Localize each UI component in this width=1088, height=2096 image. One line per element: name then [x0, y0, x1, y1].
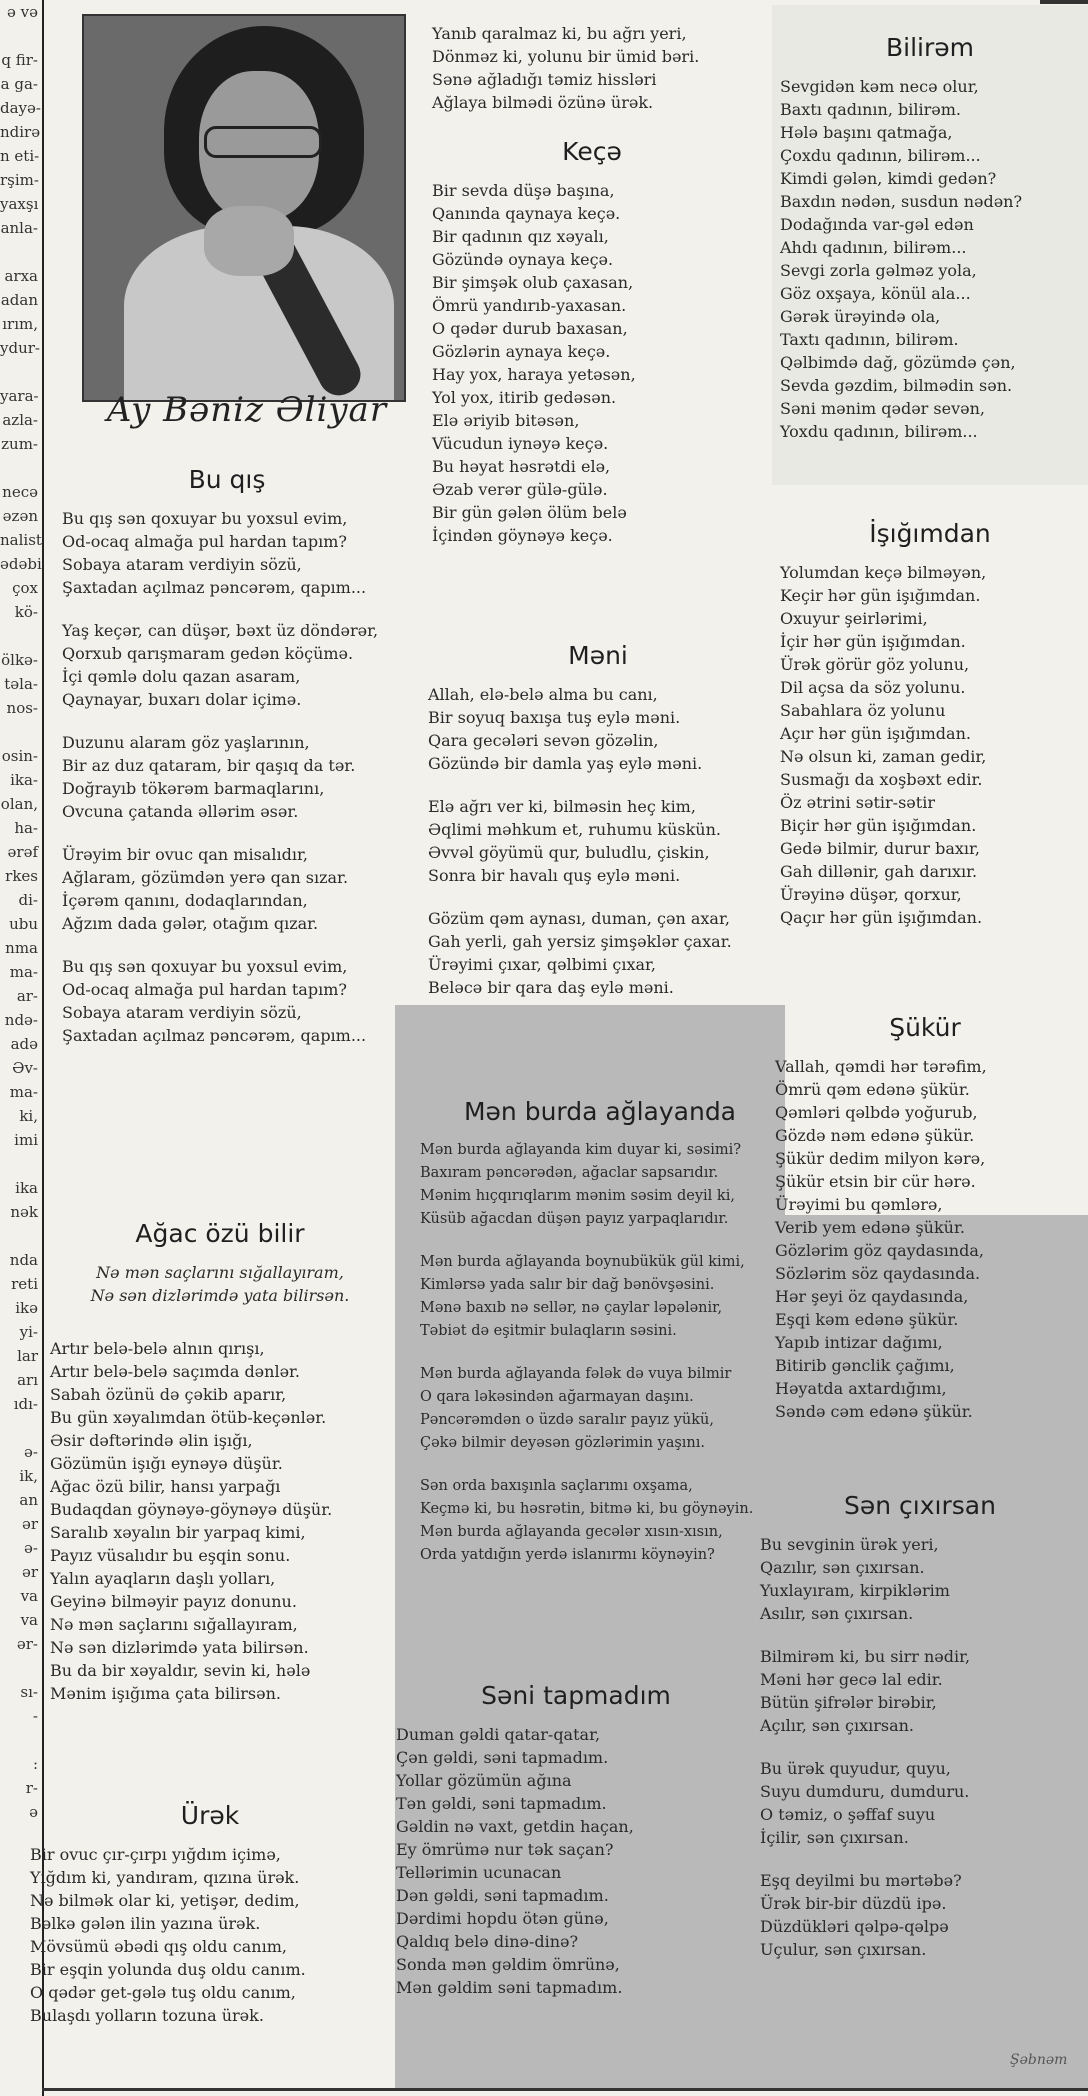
poem-line: Ürəyinə düşər, qorxur,	[780, 885, 962, 904]
poem-line: Dodağında var-gəl edən	[780, 215, 974, 234]
edge-fragment	[0, 360, 42, 384]
poem-line: Gah dillənir, gah darıxır.	[780, 862, 978, 881]
poem-line: Od-ocaq almağa pul hardan tapım?	[62, 980, 347, 999]
edge-fragment: di-	[18, 891, 38, 909]
poem-line: Çəkə bilmir deyəsən gözlərimin yaşını.	[420, 1435, 706, 1451]
poem-line: Çən gəldi, səni tapmadım.	[396, 1748, 609, 1767]
poem-title: Bu qış	[188, 465, 266, 494]
poem-line: Yalın ayaqların daşlı yolları,	[50, 1569, 276, 1588]
poem-line: Qəlbimdə dağ, gözümdə çən,	[780, 353, 1016, 372]
edge-fragment: nək	[10, 1203, 38, 1221]
poem-line: Səndə cəm edənə şükür.	[775, 1402, 973, 1421]
poem-bilirem	[780, 33, 1080, 443]
poem-line: Tellərimin ucunacan	[396, 1863, 562, 1882]
poem-line: İçir hər gün işığımdan.	[780, 632, 966, 651]
poem-line: Biçir hər gün işığımdan.	[780, 816, 977, 835]
poem-keca	[432, 137, 752, 547]
edge-fragment	[0, 1416, 42, 1440]
poem-line: Gah yerli, gah yersiz şimşəklər çaxar.	[428, 932, 732, 951]
edge-fragment: ıdı-	[13, 1395, 38, 1413]
poem-line: Şaxtadan açılmaz pəncərəm, qapım...	[62, 1026, 367, 1045]
poem-line: Ey ömrümə nur tək saçan?	[396, 1840, 614, 1859]
edge-fragment: ndirə	[0, 123, 41, 141]
edge-fragment: ma-	[9, 1083, 38, 1101]
poem-line: Bilmirəm ki, bu sirr nədir,	[760, 1647, 971, 1666]
poem-line: Artır belə-belə saçımda dənlər.	[50, 1362, 301, 1381]
poem-line: Hay yox, haraya yetəsən,	[432, 365, 636, 384]
edge-fragment: an	[19, 1491, 38, 1509]
poem-line: Bulaşdı yolların tozuna ürək.	[30, 2006, 264, 2025]
author-name: Ay Bəniz Əliyar	[106, 390, 388, 430]
poem-line: Bir az duz qataram, bir qaşıq da tər.	[62, 756, 356, 775]
poem-line: Ağlaya bilmədi özünə ürək.	[432, 93, 654, 112]
poem-line: Bitirib gənclik çağımı,	[775, 1356, 955, 1375]
poem-line: Orda yatdığın yerdə islanırmı köynəyin?	[420, 1547, 715, 1563]
poem-line: Ömrü yandırıb-yaxasan.	[432, 296, 627, 315]
poem-title: Məni	[568, 641, 628, 670]
edge-fragment: ik,	[19, 1467, 38, 1485]
edge-fragment: rkes	[5, 867, 38, 885]
edge-fragment: ə-	[24, 1539, 38, 1557]
poem-line: Qorxub qarışmaram gedən köçümə.	[62, 644, 354, 663]
edge-fragment: ika	[15, 1179, 38, 1197]
poem-line: Artır belə-belə alnın qırışı,	[50, 1339, 265, 1358]
edge-fragment: adan	[0, 291, 38, 309]
poem-urek	[30, 1801, 390, 2027]
poem-line: Şükür etsin bir cür hərə.	[775, 1172, 976, 1191]
poem-line: Eşqi kəm edənə şükür.	[775, 1310, 959, 1329]
poem-line: Asılır, sən çıxırsan.	[760, 1604, 914, 1623]
edge-fragment: dayə-	[0, 99, 41, 117]
edge-fragment	[0, 624, 42, 648]
poem-epigraph: Nə mən saçlarını sığallayıram,	[96, 1263, 344, 1282]
poem-line: Qazılır, sən çıxırsan.	[760, 1558, 925, 1577]
edge-fragment: nma	[5, 939, 38, 957]
edge-fragment: yi-	[19, 1323, 38, 1341]
poem-line: Yollar gözümün ağına	[396, 1771, 572, 1790]
previous-column-fragment	[0, 0, 44, 2096]
edge-fragment: adə	[10, 1035, 38, 1053]
edge-fragment: nalist	[0, 531, 42, 549]
poem-line: Küsüb ağacdan düşən payız yarpaqlarıdır.	[420, 1211, 729, 1227]
poem-line: Bu qış sən qoxuyar bu yoxsul evim,	[62, 957, 348, 976]
poem-bu-qis	[62, 465, 392, 1047]
edge-fragment: təla-	[4, 675, 38, 693]
poem-line: Payız vüsalıdır bu eşqin sonu.	[50, 1546, 291, 1565]
poem-line: Ürəyim bir ovuc qan misalıdır,	[62, 845, 308, 864]
poem-line: Bu gün xəyalımdan ötüb-keçənlər.	[50, 1408, 327, 1427]
edge-fragment: ar-	[16, 987, 38, 1005]
poem-line: Səni mənim qədər sevən,	[780, 399, 985, 418]
poem-line: Açılır, sən çıxırsan.	[760, 1716, 915, 1735]
edge-fragment: -	[32, 1707, 38, 1725]
poem-line: Bir şimşək olub çaxasan,	[432, 273, 634, 292]
edge-fragment: ırım,	[2, 315, 38, 333]
poem-line: Həyatda axtardığımı,	[775, 1379, 947, 1398]
poem-line: Baxtı qadının, bilirəm.	[780, 100, 961, 119]
poem-agac-ozu-bilir	[50, 1219, 390, 1705]
poem-line: Mənim hıçqırıqlarım mənim səsim deyil ki,	[420, 1188, 735, 1204]
poem-line: Kimdi gələn, kimdi gedən?	[780, 169, 997, 188]
edge-fragment: arı	[17, 1371, 38, 1389]
poem-line: O qədər durub baxasan,	[432, 319, 628, 338]
poem-line: Ürək görür göz yolunu,	[780, 655, 970, 674]
bottom-rule	[42, 2088, 1088, 2091]
poem-line: Bütün şifrələr birəbir,	[760, 1693, 937, 1712]
poem-line: İçərəm qanını, dodaqlarından,	[62, 891, 308, 910]
edge-fragment: ədəbi	[0, 555, 42, 573]
author-photo	[82, 14, 406, 402]
edge-fragment: ərəf	[7, 843, 38, 861]
poem-line: Beləcə bir qara daş eylə məni.	[428, 978, 674, 997]
edge-fragment: imi	[14, 1131, 38, 1149]
poem-line: Tən gəldi, səni tapmadım.	[396, 1794, 607, 1813]
edge-fragment: ə-	[24, 1443, 38, 1461]
poem-line: Açır hər gün işığımdan.	[780, 724, 971, 743]
edge-fragment: va	[20, 1611, 38, 1629]
poem-line: Ağac özü bilir, hansı yarpağı	[50, 1477, 281, 1496]
poem-line: Ahdı qadının, bilirəm...	[780, 238, 967, 257]
poem-line: Mövsümü əbədi qış oldu canım,	[30, 1937, 287, 1956]
poem-line: Doğrayıb tökərəm barmaqlarını,	[62, 779, 325, 798]
edge-fragment: rşim-	[0, 171, 39, 189]
poem-line: Sabahlara öz yolunu	[780, 701, 946, 720]
poem-line: Gedə bilmir, durur baxır,	[780, 839, 981, 858]
edge-fragment: ər	[21, 1563, 38, 1581]
poem-line: Gözüm qəm aynası, duman, çən axar,	[428, 909, 730, 928]
signature: Şəbnəm	[1010, 2052, 1068, 2068]
edge-fragment: yaxşı	[0, 195, 39, 213]
poem-line: Taxtı qadının, bilirəm.	[780, 330, 959, 349]
poem-line: Əsir dəftərində əlin işığı,	[50, 1431, 253, 1450]
poem-line: Sənə ağladığı təmiz hissləri	[432, 70, 657, 89]
poem-line: Yuxlayıram, kirpiklərim	[760, 1581, 950, 1600]
edge-fragment: ydur-	[0, 339, 40, 357]
poem-line: Dönməz ki, yolunu bir ümid bəri.	[432, 47, 700, 66]
poem-line: Oxuyur şeirlərimi,	[780, 609, 928, 628]
poem-line: Yaş keçər, can düşər, bəxt üz döndərər,	[62, 621, 379, 640]
poem-line: Sobaya ataram verdiyin sözü,	[62, 1003, 302, 1022]
poem-line: Ömrü qəm edənə şükür.	[775, 1080, 970, 1099]
poem-line: Verib yem edənə şükür.	[775, 1218, 965, 1237]
poem-line: Bu həyat həsrətdi elə,	[432, 457, 611, 476]
top-rule	[1040, 0, 1088, 4]
poem-line: Hələ başını qatmağa,	[780, 123, 953, 142]
poem-line: Gözlərim göz qaydasında,	[775, 1241, 984, 1260]
poem-line: Ovcuna çatanda əllərim əsər.	[62, 802, 299, 821]
poem-line: Mən burda ağlayanda fələk də vuya bilmir	[420, 1366, 732, 1382]
poem-sen-cixirsan	[760, 1491, 1080, 1961]
poem-line: Geyinə bilməyir payız donunu.	[50, 1592, 297, 1611]
poem-line: Sonra bir havalı quş eylə məni.	[428, 866, 681, 885]
edge-fragment: azla-	[2, 411, 38, 429]
poem-line: Baxıram pəncərədən, ağaclar sapsarıdır.	[420, 1165, 719, 1181]
poem-line: Suyu dumduru, dumduru.	[760, 1782, 970, 1801]
poem-line: Ağzım dada gələr, otağım qızar.	[62, 914, 319, 933]
poem-line: Sonda mən gəldim ömrünə,	[396, 1955, 620, 1974]
poem-line: Hər şeyi öz qaydasında,	[775, 1287, 969, 1306]
poem-line: Baxdın nədən, susdun nədən?	[780, 192, 1023, 211]
poem-line: Yoxdu qadının, bilirəm...	[780, 422, 978, 441]
poem-line: Od-ocaq almağa pul hardan tapım?	[62, 532, 347, 551]
edge-fragment: nos-	[6, 699, 38, 717]
poem-line: Bu ürək quyudur, quyu,	[760, 1759, 951, 1778]
poem-line: Bir soyuq baxışa tuş eylə məni.	[428, 708, 681, 727]
poem-line: Təbiət də eşitmir bulaqların səsini.	[420, 1323, 677, 1339]
edge-fragment	[0, 24, 42, 48]
poem-line: Məni hər gecə lal edir.	[760, 1670, 943, 1689]
poem-line: Sözlərim söz qaydasında.	[775, 1264, 981, 1283]
poem-line: Bir gün gələn ölüm belə	[432, 503, 627, 522]
poem-line: Qəmləri qəlbdə yoğurub,	[775, 1103, 978, 1122]
poem-line: Mənə baxıb nə sellər, nə çaylar ləpələnir,	[420, 1300, 723, 1316]
poem-line: Bu da bir xəyaldır, sevin ki, hələ	[50, 1661, 311, 1680]
poem-line: Mən gəldim səni tapmadım.	[396, 1978, 623, 1997]
poem-sukur	[775, 1013, 1075, 1423]
poem-line: O qədər get-gələ tuş oldu canım,	[30, 1983, 296, 2002]
edge-fragment	[0, 240, 42, 264]
edge-fragment: anla-	[0, 219, 38, 237]
poem-line: Ağlaram, gözümdən yerə qan sızar.	[62, 868, 349, 887]
poem-line: Gözümün işığı eynəyə düşür.	[50, 1454, 283, 1473]
edge-fragment: necə	[2, 483, 38, 501]
poem-line: Əzab verər gülə-gülə.	[432, 480, 608, 499]
poem-line: Keçmə ki, bu həsrətin, bitmə ki, bu göynəyin.	[420, 1501, 754, 1517]
poem-line: Bu sevginin ürək yeri,	[760, 1535, 939, 1554]
poem-line: Mən burda ağlayanda gecələr xısın-xısın,	[420, 1524, 723, 1540]
poem-line: Budaqdan göynəyə-göynəyə düşür.	[50, 1500, 333, 1519]
edge-fragment: n eti-	[0, 147, 40, 165]
poem-title: Mən burda ağlayanda	[463, 1097, 737, 1126]
edge-fragment: ika-	[10, 771, 38, 789]
edge-fragment: osin-	[1, 747, 38, 765]
poem-line: Duman gəldi qatar-qatar,	[396, 1725, 601, 1744]
poem-line: Qara gecələri sevən gözəlin,	[428, 731, 659, 750]
poem-line: Duzunu alaram göz yaşlarının,	[62, 733, 310, 752]
poem-line: Yolumdan keçə bilməyən,	[780, 563, 987, 582]
poem-title: Bilirəm	[885, 33, 974, 62]
poem-line: Vücudun iynəyə keçə.	[432, 434, 609, 453]
poem-line: Allah, elə-belə alma bu canı,	[428, 685, 658, 704]
poem-line: Gözündə bir damla yaş eylə məni.	[428, 754, 703, 773]
poem-title: Sən çıxırsan	[844, 1491, 996, 1520]
poem-line: Sevgidən kəm necə olur,	[780, 77, 979, 96]
poem-line: Göz oxşaya, könül ala...	[780, 284, 971, 303]
poem-line: Susmağı da xoşbəxt edir.	[780, 770, 983, 789]
edge-fragment: sı-	[20, 1683, 38, 1701]
poem-line: Sobaya ataram verdiyin sözü,	[62, 555, 302, 574]
poem-line: Sevda gəzdim, bilmədin sən.	[780, 376, 1013, 395]
poem-line: Sabah özünü də çəkib aparır,	[50, 1385, 287, 1404]
edge-fragment: ha-	[14, 819, 38, 837]
poem-line: Düzdükləri qəlpə-qəlpə	[760, 1917, 949, 1936]
edge-fragment: ər-	[16, 1635, 38, 1653]
edge-fragment: ndə-	[4, 1011, 38, 1029]
poem-line: Mən burda ağlayanda boynubükük gül kimi,	[420, 1254, 745, 1270]
poem-title: İşığımdan	[869, 519, 991, 548]
poem-seni-tapmadim	[396, 1681, 756, 1999]
poem-title: Keçə	[562, 137, 622, 166]
poem-line: Yol yox, itirib gedəsən.	[432, 388, 617, 407]
poem-line: Pəncərəmdən o üzdə saralır payız yükü,	[420, 1412, 714, 1428]
edge-fragment: olan,	[0, 795, 38, 813]
poem-line: Bir ovuc çır-çırpı yığdım içimə,	[30, 1845, 281, 1864]
poem-line: O qara ləkəsindən ağarmayan daşını.	[420, 1389, 694, 1405]
poem-line: Uçulur, sən çıxırsan.	[760, 1940, 927, 1959]
poem-line: Ürək bir-bir düzdü ipə.	[760, 1894, 947, 1913]
edge-fragment	[0, 720, 42, 744]
poem-line: İçindən göynəyə keçə.	[432, 526, 613, 545]
edge-fragment: çox	[12, 579, 38, 597]
edge-fragment: lar	[17, 1347, 38, 1365]
poem-line: Dil açsa da söz yolunu.	[780, 678, 966, 697]
edge-fragment: ikə	[15, 1299, 38, 1317]
poem-line: Gözlərin aynaya keçə.	[432, 342, 611, 361]
poem-line: Yanıb qaralmaz ki, bu ağrı yeri,	[432, 24, 687, 43]
poem-line: Nə sən dizlərimdə yata bilirsən.	[50, 1638, 309, 1657]
edge-fragment: q fir-	[1, 51, 38, 69]
poem-line: Mən burda ağlayanda kim duyar ki, səsimi?	[420, 1142, 742, 1158]
poem-line: Bu qış sən qoxuyar bu yoxsul evim,	[62, 509, 348, 528]
poem-title: Ürək	[180, 1801, 240, 1830]
poem-title: Şükür	[889, 1013, 961, 1042]
poem-line: Yapıb intizar dağımı,	[775, 1333, 943, 1352]
edge-fragment: arxa	[4, 267, 38, 285]
poem-line: Saralıb xəyalın bir yarpaq kimi,	[50, 1523, 306, 1542]
poem-line: Öz ətrini sətir-sətir	[780, 793, 935, 812]
poem-line: Vallah, qəmdi hər tərəfim,	[775, 1057, 987, 1076]
poem-title: Ağac özü bilir	[135, 1219, 305, 1248]
poem-line: Keçir hər gün işığımdan.	[780, 586, 981, 605]
poem-line: Elə ağrı ver ki, bilməsin heç kim,	[428, 797, 696, 816]
poem-line: Gərək ürəyində ola,	[780, 307, 941, 326]
poem-line: Ürəyimi çıxar, qəlbimi çıxar,	[428, 955, 657, 974]
poem-men-burda-aglayanda	[420, 1097, 780, 1567]
edge-fragment: reti	[11, 1275, 38, 1293]
edge-fragment: ki,	[19, 1107, 38, 1125]
poem-line: Qaldıq belə dinə-dinə?	[396, 1932, 579, 1951]
edge-fragment: Əv-	[12, 1059, 38, 1077]
poem-line: Elə əriyib bitəsən,	[432, 411, 580, 430]
poem-line: Çoxdu qadının, bilirəm...	[780, 146, 981, 165]
poem-line: Mənim işığıma çata bilirsən.	[50, 1684, 281, 1703]
edge-fragment: ubu	[9, 915, 38, 933]
edge-fragment: r-	[25, 1779, 38, 1797]
edge-fragment: zum-	[1, 435, 38, 453]
edge-fragment: ma-	[9, 963, 38, 981]
poem-line: Əvvəl göyümü qur, buludlu, çiskin,	[428, 843, 710, 862]
edge-fragment: ölkə-	[1, 651, 38, 669]
poem-line: Kimlərsə yada salır bir dağ bənövşəsini.	[420, 1277, 715, 1293]
poem-line: Şükür dedim milyon kərə,	[775, 1149, 986, 1168]
poem-line: Qaçır hər gün işığımdan.	[780, 908, 983, 927]
poem-line: Yığdım ki, yandıram, qızına ürək.	[30, 1868, 300, 1887]
poem-line: Ürəyimi bu qəmlərə,	[775, 1195, 943, 1214]
edge-fragment: nda	[9, 1251, 38, 1269]
poem-title: Səni tapmadım	[481, 1681, 671, 1710]
edge-fragment: yara-	[0, 387, 39, 405]
poem-urek-continued	[432, 22, 752, 114]
poem-isigimdan	[780, 519, 1080, 929]
edge-fragment: ə	[29, 1803, 38, 1821]
edge-fragment	[0, 1152, 42, 1176]
poem-line: Dərdimi hopdu ötən günə,	[396, 1909, 609, 1928]
poem-line: Sevgi zorla gəlməz yola,	[780, 261, 977, 280]
edge-fragment	[0, 1224, 42, 1248]
edge-fragment: ər	[21, 1515, 38, 1533]
poem-line: Qanında qaynaya keçə.	[432, 204, 621, 223]
poem-line: Bir sevda düşə başına,	[432, 181, 615, 200]
poem-line: İçi qəmlə dolu qazan asaram,	[62, 667, 301, 686]
poem-line: Nə mən saçlarını sığallayıram,	[50, 1615, 298, 1634]
edge-fragment	[0, 1656, 42, 1680]
poem-line: Sən orda baxışınla saçlarımı oxşama,	[420, 1478, 693, 1494]
poem-line: Qaynayar, buxarı dolar içimə.	[62, 690, 302, 709]
poem-line: Eşq deyilmi bu mərtəbə?	[760, 1871, 962, 1890]
poem-line: Nə bilmək olar ki, yetişər, dedim,	[30, 1891, 300, 1910]
poem-line: Şaxtadan açılmaz pəncərəm, qapım...	[62, 578, 367, 597]
poem-epigraph: Nə sən dizlərimdə yata bilirsən.	[90, 1286, 350, 1305]
edge-fragment: əzən	[2, 507, 38, 525]
poem-line: İçilir, sən çıxırsan.	[760, 1828, 909, 1847]
poem-line: Gözdə nəm edənə şükür.	[775, 1126, 975, 1145]
edge-fragment: :	[32, 1755, 38, 1773]
edge-fragment	[0, 456, 42, 480]
poem-line: Bir eşqin yolunda duş oldu canım.	[30, 1960, 306, 1979]
edge-fragment: kö-	[14, 603, 38, 621]
poem-line: Dən gəldi, səni tapmadım.	[396, 1886, 609, 1905]
poem-line: Bir qadının qız xəyalı,	[432, 227, 609, 246]
edge-fragment: va	[20, 1587, 38, 1605]
edge-fragment: ə və	[7, 3, 38, 21]
poem-line: O təmiz, o şəffaf suyu	[760, 1805, 936, 1824]
poem-line: Gəldin nə vaxt, getdin haçan,	[396, 1817, 634, 1836]
poem-line: Bəlkə gələn ilin yazına ürək.	[30, 1914, 261, 1933]
poem-meni	[428, 641, 768, 999]
poem-line: Əqlimi məhkum et, ruhumu küskün.	[428, 820, 721, 839]
edge-fragment: a ga-	[0, 75, 38, 93]
edge-fragment	[0, 1728, 42, 1752]
poem-line: Gözündə oynaya keçə.	[432, 250, 614, 269]
poem-line: Nə olsun ki, zaman gedir,	[780, 747, 987, 766]
